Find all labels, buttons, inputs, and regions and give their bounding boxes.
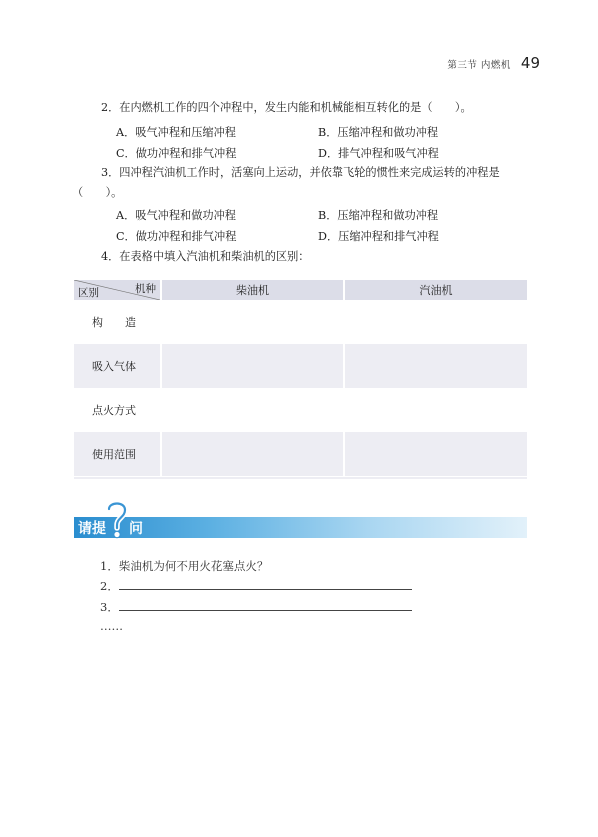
table-bottom-divider (74, 477, 527, 479)
row-label-ignition: 点火方式 (74, 388, 161, 432)
q3-option-b: B．压缩冲程和做功冲程 (318, 209, 439, 222)
table-row (74, 344, 527, 388)
row-label-usage: 使用范围 (74, 432, 161, 476)
question-item-3-number: 3． (100, 600, 119, 614)
section-title: 第三节 内燃机 (447, 60, 511, 71)
q2-option-d: D．排气冲程和吸气冲程 (318, 147, 439, 160)
corner-label-top: 机种 (135, 283, 156, 295)
answer-blank-3[interactable] (119, 600, 412, 611)
question-3-stem-line1: 3．四冲程汽油机工作时，活塞向上运动，并依靠飞轮的惯性来完成运转的冲程是 (101, 166, 500, 179)
column-header-diesel: 柴油机 (161, 280, 344, 300)
table-row (74, 432, 527, 476)
table-row (74, 388, 527, 432)
cell-gasoline-structure[interactable] (344, 300, 527, 344)
row-label-intake: 吸入气体 (74, 344, 161, 388)
table-header-row (74, 280, 527, 300)
cell-gasoline-intake[interactable] (344, 344, 527, 388)
table-corner-cell (74, 280, 161, 300)
comparison-table (74, 280, 527, 476)
cell-diesel-structure[interactable] (161, 300, 344, 344)
q2-option-a: A．吸气冲程和压缩冲程 (116, 126, 236, 139)
q3-option-c: C．做功冲程和排气冲程 (116, 230, 237, 243)
question-mark-icon (104, 498, 130, 542)
banner-label-left: 请提 (78, 521, 106, 537)
cell-gasoline-ignition[interactable] (344, 388, 527, 432)
question-item-1: 1．柴油机为何不用火花塞点火？ (100, 559, 269, 573)
cell-diesel-usage[interactable] (161, 432, 344, 476)
banner-label-right: 问 (129, 521, 143, 537)
answer-blank-2[interactable] (119, 579, 412, 590)
ellipsis: …… (100, 619, 123, 633)
table-row (74, 300, 527, 344)
row-label-structure: 构 造 (74, 300, 161, 344)
question-3-stem-line2: （ ）。 (72, 186, 123, 199)
q3-option-a: A．吸气冲程和做功冲程 (116, 209, 236, 222)
page-header (447, 54, 540, 72)
question-2-stem: 2．在内燃机工作的四个冲程中，发生内能和机械能相互转化的是（ ）。 (101, 101, 472, 114)
q2-option-c: C．做功冲程和排气冲程 (116, 147, 237, 160)
question-item-3 (100, 599, 412, 615)
cell-gasoline-usage[interactable] (344, 432, 527, 476)
question-item-2 (100, 578, 412, 594)
question-item-2-number: 2． (100, 579, 119, 593)
page-number: 49 (520, 54, 540, 72)
cell-diesel-ignition[interactable] (161, 388, 344, 432)
column-header-gasoline: 汽油机 (419, 284, 453, 297)
question-4-stem: 4．在表格中填入汽油机和柴油机的区别： (101, 250, 310, 263)
corner-label-bottom: 区别 (78, 287, 99, 299)
q2-option-b: B．压缩冲程和做功冲程 (318, 126, 439, 139)
q3-option-d: D．压缩冲程和排气冲程 (318, 230, 439, 243)
cell-diesel-intake[interactable] (161, 344, 344, 388)
